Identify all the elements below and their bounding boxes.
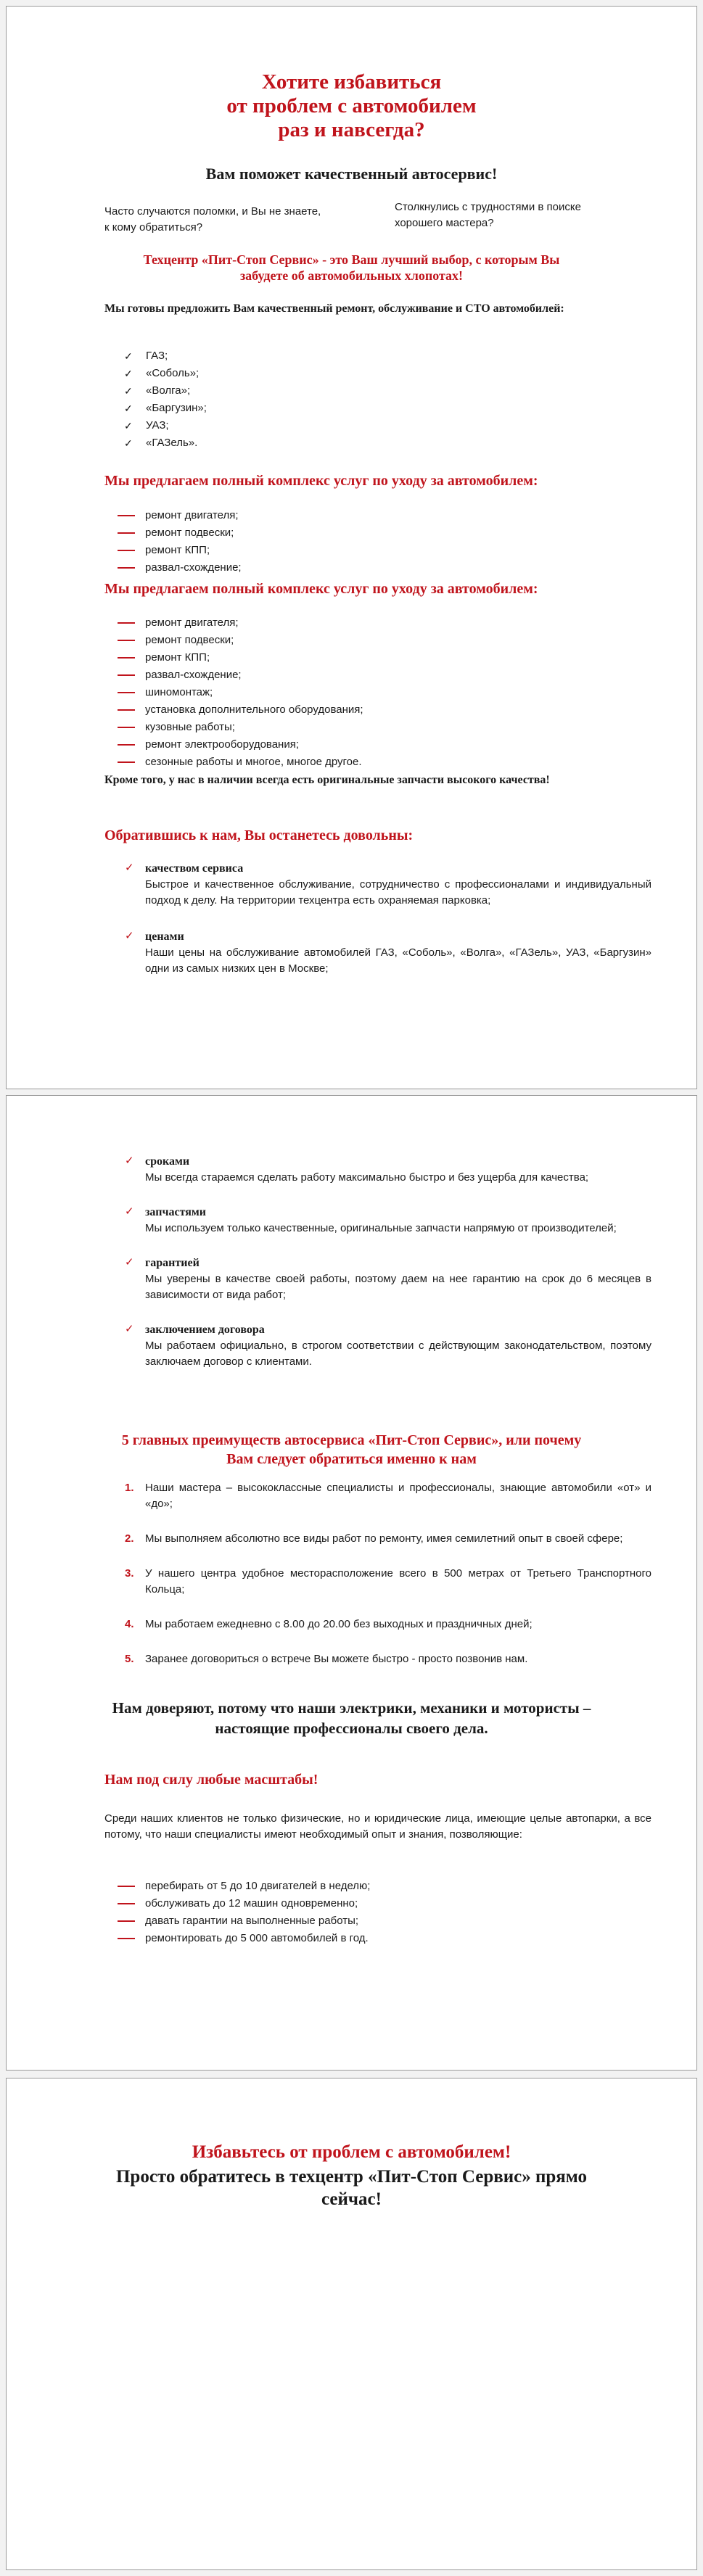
benefit-title: ценами: [145, 930, 184, 943]
advantages-title: [65, 1431, 638, 1469]
check-icon: ✓: [125, 930, 134, 942]
benefit-item: [104, 861, 651, 909]
list-item: перебирать от 5 до 10 двигателей в неделю;: [104, 1878, 540, 1895]
check-icon: ✓: [124, 368, 133, 379]
benefit-item: [104, 1322, 651, 1370]
red-statement-line: Техцентр «Пит-Стоп Сервис» - это Ваш лучший выбор, с которым Вы: [143, 252, 560, 267]
dash-bullet-icon: [118, 692, 135, 693]
advantage-item: 4. Мы работаем ежедневно с 8.00 до 20.00 без выходных и праздничных дней;: [125, 1618, 533, 1630]
question-left-line: к кому обратиться?: [104, 221, 203, 234]
satisfied-title: Обратившись к нам, Вы останетесь довольны:: [104, 827, 414, 843]
check-icon: ✓: [125, 1323, 134, 1335]
dash-bullet-icon: [118, 532, 135, 534]
benefit-item: [104, 929, 651, 977]
benefit-text: Мы работаем официально, в строгом соответствии с действующим законодательством, поэтому заключаем договор с клиентами.: [145, 1339, 651, 1368]
advantage-item: 3. У нашего центра удобное месторасположение всего в 500 метрах от Третьего Транспортного Кольца;: [125, 1567, 651, 1595]
list-item: обслуживать до 12 машин одновременно;: [104, 1895, 540, 1912]
dash-bullet-icon: [118, 550, 135, 551]
dash-bullet-icon: [118, 1903, 135, 1904]
list-item: ремонт электрооборудования;: [104, 736, 540, 754]
benefit-title: запчастями: [145, 1206, 206, 1218]
dash-bullet-icon: [118, 1938, 135, 1939]
headline-line: от проблем с автомобилем: [226, 94, 477, 117]
list-item: ремонтировать до 5 000 автомобилей в год.: [104, 1930, 540, 1947]
benefit-item: [104, 1255, 651, 1303]
check-icon: ✓: [124, 402, 133, 414]
benefit-title: сроками: [145, 1155, 190, 1168]
question-right-line: хорошего мастера?: [395, 217, 494, 229]
question-left: [104, 204, 366, 236]
advantage-item: 5. Заранее договориться о встрече Вы можете быстро - просто позвонив нам.: [125, 1653, 528, 1665]
list-item: ✓ «Волга»;: [124, 382, 414, 400]
check-icon: ✓: [124, 420, 133, 432]
question-right-line: Столкнулись с трудностями в поиске: [395, 201, 581, 213]
trust-statement: [65, 1698, 638, 1738]
advantage-item: 2. Мы выполняем абсолютно все виды работ по ремонту, имея семилетний опыт в своей сфере;: [125, 1532, 623, 1545]
advantages-title-line: Вам следует обратиться именно к нам: [226, 1451, 477, 1467]
benefit-text: Быстрое и качественное обслуживание, сотрудничество с профессионалами и индивидуальный подход к делу. На территории техцентра есть охраняемая парковка;: [145, 878, 651, 907]
document-page-2: [6, 1095, 697, 2071]
list-item: шиномонтаж;: [104, 684, 540, 701]
list-item: ремонт двигателя;: [104, 507, 540, 524]
list-item: давать гарантии на выполненные работы;: [104, 1912, 540, 1930]
dash-bullet-icon: [118, 1920, 135, 1922]
document-page-1: [6, 6, 697, 1089]
benefit-item: [104, 1205, 651, 1237]
cta-red: Избавьтесь от проблем с автомобилем!: [192, 2142, 511, 2162]
dash-bullet-icon: [118, 567, 135, 569]
cta-black: [50, 2166, 653, 2210]
list-item: ✓ УАЗ;: [124, 417, 414, 434]
benefit-text: Мы всегда стараемся сделать работу максимально быстро и без ущерба для качества;: [145, 1171, 589, 1184]
question-right: [395, 199, 634, 231]
offer-intro: Мы готовы предложить Вам качественный ремонт, обслуживание и СТО автомобилей:: [104, 302, 564, 315]
document-page-3: [6, 2078, 697, 2570]
advantages-list: [104, 1480, 651, 1667]
list-item: ✓ «ГАЗель».: [124, 434, 414, 452]
advantages-title-line: 5 главных преимуществ автосервиса «Пит-Стоп Сервис», или почему: [121, 1432, 582, 1448]
cta-black-line: сейчас!: [321, 2189, 382, 2209]
benefits-list-1: [104, 861, 651, 977]
cta-black-line: Просто обратитесь в техцентр «Пит-Стоп Сервис» прямо: [115, 2167, 588, 2187]
scale-title: Нам под силу любые масштабы!: [104, 1772, 318, 1788]
list-item: ремонт двигателя;: [104, 614, 540, 632]
headline-line: раз и навсегда?: [278, 118, 425, 141]
list-item: развал-схождение;: [104, 559, 540, 577]
list-item: ✓ ГАЗ;: [124, 347, 414, 365]
original-parts-note: Кроме того, у нас в наличии всегда есть оригинальные запчасти высокого качества!: [104, 774, 550, 786]
benefit-title: гарантией: [145, 1257, 200, 1269]
list-item: развал-схождение;: [104, 666, 540, 684]
check-icon: ✓: [124, 437, 133, 449]
list-item: ремонт КПП;: [104, 542, 540, 559]
benefits-list-2: [104, 1154, 651, 1370]
advantage-item: 1. Наши мастера – высококлассные специалисты и профессионалы, знающие автомобили «от» и «до»;: [125, 1482, 651, 1510]
dash-bullet-icon: [118, 744, 135, 746]
benefit-text: Мы используем только качественные, оригинальные запчасти напрямую от производителей;: [145, 1222, 617, 1234]
list-item: сезонные работы и многое, многое другое.: [104, 754, 540, 771]
trust-line: Нам доверяют, потому что наши электрики, механики и мотористы –: [112, 1699, 591, 1717]
list-item: кузовные работы;: [104, 719, 540, 736]
dash-bullet-icon: [118, 674, 135, 676]
benefit-title: качеством сервиса: [145, 862, 244, 875]
dash-bullet-icon: [118, 1886, 135, 1887]
benefit-item: [104, 1154, 651, 1186]
list-item: ✓ «Баргузин»;: [124, 400, 414, 417]
dash-bullet-icon: [118, 622, 135, 624]
benefit-text: Наши цены на обслуживание автомобилей ГАЗ, «Соболь», «Волга», «ГАЗель», УАЗ, «Баргузин» одни из самых низких цен в Москве;: [145, 946, 651, 975]
dash-bullet-icon: [118, 761, 135, 763]
services-list-2: [104, 614, 540, 771]
red-statement-line: забудете об автомобильных хлопотах!: [239, 268, 464, 283]
subtitle: Вам поможет качественный автосервис!: [205, 165, 498, 183]
check-icon: ✓: [125, 1256, 134, 1268]
check-icon: ✓: [125, 1155, 134, 1167]
scale-text: Среди наших клиентов не только физические, но и юридические лица, имеющие целые автопарки, а все потому, что наши специалисты имеют необходимый опыт и знания, позволяющие:: [104, 1812, 651, 1841]
trust-line: настоящие профессионалы своего дела.: [215, 1720, 488, 1737]
list-item: установка дополнительного оборудования;: [104, 701, 540, 719]
benefit-text: Мы уверены в качестве своей работы, поэтому даем на нее гарантию на срок до 6 месяцев в зависимости от вида работ;: [145, 1273, 651, 1301]
check-icon: ✓: [124, 385, 133, 397]
benefit-title: заключением договора: [145, 1324, 265, 1336]
list-item: ремонт подвески;: [104, 632, 540, 649]
services-title-2: Мы предлагаем полный комплекс услуг по уходу за автомобилем:: [104, 581, 538, 597]
headline: [7, 70, 696, 142]
services-title-1: Мы предлагаем полный комплекс услуг по уходу за автомобилем:: [104, 473, 538, 489]
dash-bullet-icon: [118, 657, 135, 659]
check-icon: ✓: [125, 1205, 134, 1218]
brand-list: [124, 347, 414, 452]
dash-bullet-icon: [118, 515, 135, 516]
list-item: ✓ «Соболь»;: [124, 365, 414, 382]
scale-list: [104, 1878, 540, 1947]
list-item: ремонт КПП;: [104, 649, 540, 666]
list-item: ремонт подвески;: [104, 524, 540, 542]
dash-bullet-icon: [118, 640, 135, 641]
red-statement: [79, 252, 624, 284]
dash-bullet-icon: [118, 709, 135, 711]
headline-line: Хотите избавиться: [261, 70, 442, 94]
question-left-line: Часто случаются поломки, и Вы не знаете,: [104, 205, 321, 218]
services-list-1: [104, 507, 540, 577]
check-icon: ✓: [124, 350, 133, 362]
dash-bullet-icon: [118, 727, 135, 728]
check-icon: ✓: [125, 862, 134, 874]
